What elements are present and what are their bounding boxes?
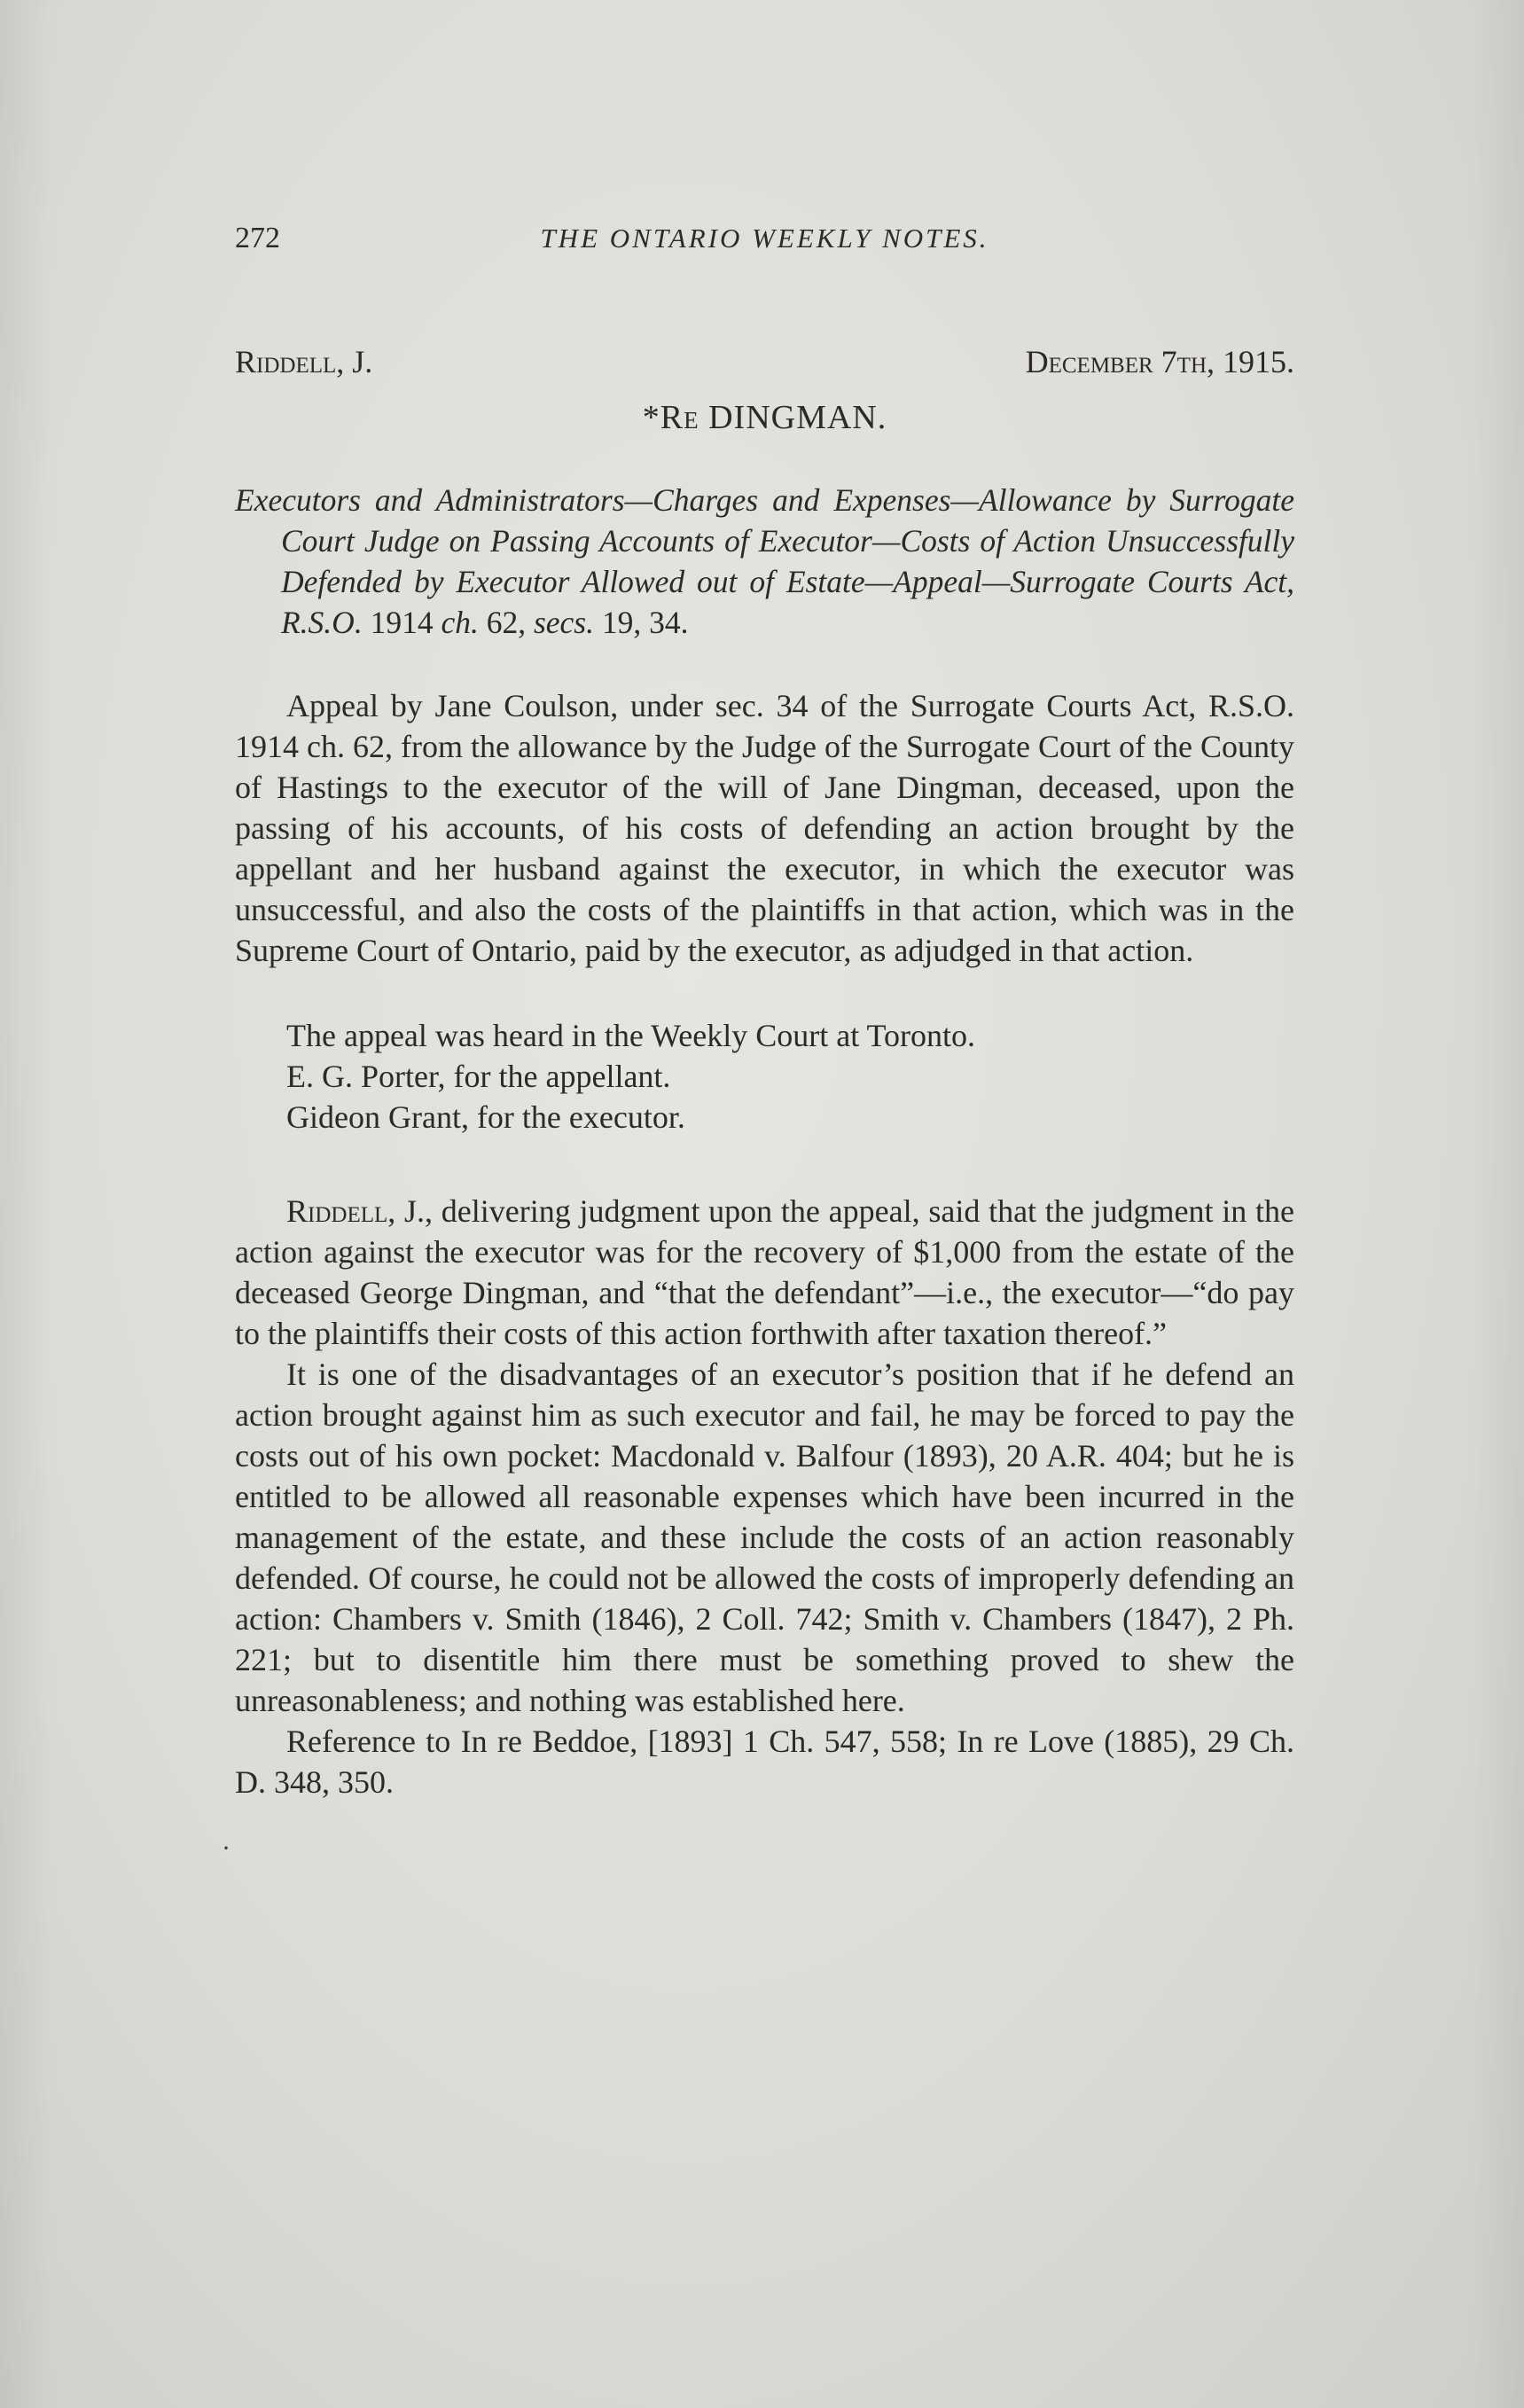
judgment: [235, 1191, 1294, 1802]
running-head: [235, 222, 1294, 275]
judgment-paragraph-1: [235, 1191, 1294, 1354]
journal-title: THE ONTARIO WEEKLY NOTES.: [540, 223, 989, 254]
case-title-name: DINGMAN.: [708, 399, 887, 436]
judgment-paragraph-1-text: , delivering judgment upon the appeal, said that the judgment in the action against the executor was for the recovery of $1,000 from the estate of the deceased George Dingman, and “that the defendant”—i.e., the executor—“do pay to the plaintiffs their costs of this action forthwith after taxation thereof.”: [235, 1193, 1294, 1351]
judgment-paragraph-3: Reference to In re Beddoe, [1893] 1 Ch. 547, 558; In re Love (1885), 29 Ch. D. 348, 350.: [235, 1724, 1294, 1800]
hearing-court: The appeal was heard in the Weekly Court at Toronto.: [286, 1018, 976, 1053]
judge-date-line: [235, 324, 1294, 380]
decision-date: December 7th, 1915.: [1025, 344, 1294, 379]
executor-counsel: Gideon Grant, for the executor.: [286, 1099, 685, 1135]
judgment-judge-name: Riddell, J.: [286, 1193, 426, 1229]
margin-mark: ·: [222, 1833, 231, 1863]
headnote-secs: secs.: [533, 605, 594, 640]
page-edge-shadow-left: [0, 0, 53, 2408]
headnote-ch-number: 62,: [486, 605, 527, 640]
judgment-paragraph-2: It is one of the disadvantages of an executor’s position that if he defend an action brought against him as such executor and fail, he may be forced to pay the costs out of his own pocket: Macdonald v. Balfour (1893), 20 A.R. 404; but he is entitled to be allowed all reasonable expenses which have been incurred in the management of the estate, and these include the costs of an action reasonably defended. Of course, he could not be allowed the costs of improperly defending an action: Chambers v. Smith (1846), 2 Coll. 742; Smith v. Chambers (1847), 2 Ph. 221; but to disentitle him there must be something proved to shew the unreasonableness; and nothing was established here.: [235, 1356, 1294, 1718]
hearing-details: [235, 1015, 1294, 1138]
appeal-paragraph: Appeal by Jane Coulson, under sec. 34 of the Surrogate Courts Act, R.S.O. 1914 ch. 62, from the allowance by the Judge of the Surrogate Court of the County of Hastings to the executor of the will of Jane Dingman, deceased, upon the passing of his accounts, of his costs of defending an action brought by the appellant and her husband against the executor, in which the executor was unsuccessful, and also the costs of the plaintiffs in that action, which was in the Supreme Court of Ontario, paid by the executor, as adjudged in that action.: [235, 688, 1294, 968]
page-content: [235, 222, 1294, 1802]
judge-name: Riddell, J.: [235, 344, 373, 379]
headnote-ch: ch.: [441, 605, 479, 640]
headnote: [235, 480, 1294, 643]
page-number: 272: [235, 222, 280, 254]
headnote-year: 1914: [370, 605, 434, 640]
case-title: [235, 398, 1294, 437]
headnote-secs-numbers: 19, 34.: [601, 605, 689, 640]
case-title-prefix: *Re: [642, 399, 699, 436]
appellant-counsel: E. G. Porter, for the appellant.: [286, 1059, 671, 1094]
page-edge-shadow-right: [1471, 0, 1524, 2408]
headnote-text: Executors and Administrators—Charges and Expenses—Allowance by Surrogate Court Judge on Passing Accounts of Executor—Costs of Action Unsuccessfully Defended by Executor Allowed out of Estate—Appeal—Surrogate Courts Act, R.S.O.: [235, 482, 1294, 640]
